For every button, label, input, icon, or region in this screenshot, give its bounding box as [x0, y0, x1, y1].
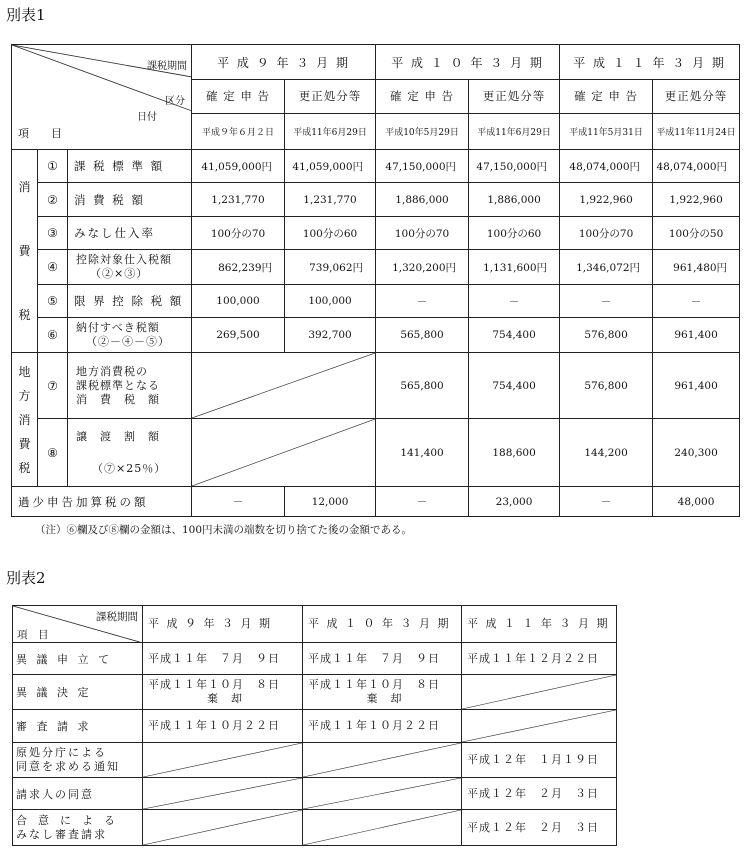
cell-value: 240,300: [653, 419, 740, 487]
subtype: 確 定 申 告: [192, 80, 285, 113]
cell-value: 1,346,072円: [560, 250, 653, 285]
table2-title: 別表2: [6, 569, 46, 587]
subtype: 更正処分等: [285, 80, 376, 113]
cell-value: 1,320,200円: [376, 250, 469, 285]
cell-value: 100分の70: [376, 217, 469, 250]
cell-value: 1,922,960: [653, 183, 740, 217]
group-local-consumption-tax: 地 方 消 費 税: [12, 353, 38, 487]
period-h9: 平 成 ９ 年 ３ 月 期: [143, 606, 303, 643]
cell-value: 48,074,000円: [560, 150, 653, 183]
not-applicable-cell: [143, 778, 303, 810]
kazei-kikan-label: 課税期間: [96, 611, 138, 623]
subtype: 更正処分等: [469, 80, 560, 113]
period-h11: 平 成 １ １ 年 ３ 月 期: [560, 45, 740, 80]
row-number: ⑤: [38, 285, 68, 318]
cell-value: 565,800: [376, 318, 469, 353]
row-label: 納付すべき税額 （②－④－⑤）: [68, 318, 192, 353]
penalty-label: 過少申告加算税の額: [12, 487, 192, 517]
kubun-label: 区分: [165, 96, 186, 107]
cell-value: 141,400: [376, 419, 469, 487]
cell-value: 576,800: [560, 318, 653, 353]
row-label: 審 査 請 求: [13, 710, 143, 743]
cell-value: 平成１１年１０月 ８日 棄 却: [303, 675, 462, 710]
not-applicable-cell: [143, 810, 303, 846]
cell-value: 961,400: [653, 318, 740, 353]
cell-value: 平成１１年１０月２２日: [143, 710, 303, 743]
row-label: 譲 渡 割 額 （⑦×25％）: [68, 419, 192, 487]
cell-value: 1,886,000: [376, 183, 469, 217]
row-label: 限 界 控 除 税 額: [68, 285, 192, 318]
row-number: ⑦: [38, 353, 68, 419]
cell-value: 1,922,960: [560, 183, 653, 217]
cell-value: 平成１２年 １月１９日: [462, 743, 617, 778]
cell-value: 1,131,600円: [469, 250, 560, 285]
cell-value: 1,886,000: [469, 183, 560, 217]
cell-value: 862,239円: [192, 250, 285, 285]
cell-value: 565,800: [376, 353, 469, 419]
row-label: 請求人の同意: [13, 778, 143, 810]
cell-value: 269,500: [192, 318, 285, 353]
row-label: 控除対象仕入税額 （②×③）: [68, 250, 192, 285]
cell-value: 平成１２年 ２月 ３日: [462, 810, 617, 846]
row-label: 異 議 申 立 て: [13, 643, 143, 675]
cell-value: －: [560, 285, 653, 318]
row-number: ②: [38, 183, 68, 217]
group-consumption-tax: 消 費 税: [12, 150, 38, 353]
cell-value: 平成１１年１０月 ８日 棄 却: [143, 675, 303, 710]
subtype: 確 定 申 告: [376, 80, 469, 113]
period-h11: 平 成 １ １ 年 ３ 月 期: [462, 606, 617, 643]
cell-value: 100,000: [285, 285, 376, 318]
cell-value: 576,800: [560, 353, 653, 419]
filing-date: 平成11年11月24日: [653, 113, 740, 149]
cell-value: 100分の60: [285, 217, 376, 250]
row-label: 合 意 に よ る みなし審査請求: [13, 810, 143, 846]
row-label: みなし仕入率: [68, 217, 192, 250]
not-applicable-cell: [192, 353, 376, 419]
cell-value: 41,059,000円: [192, 150, 285, 183]
table1-title: 別表1: [6, 6, 46, 24]
not-applicable-cell: [462, 675, 617, 710]
period-h9: 平 成 ９ 年 ３ 月 期: [192, 45, 376, 80]
cell-value: 1,231,770: [192, 183, 285, 217]
row-number: ①: [38, 150, 68, 183]
cell-value: 1,231,770: [285, 183, 376, 217]
filing-date: 平成11年6月29日: [469, 113, 560, 149]
cell-value: 739,062円: [285, 250, 376, 285]
row-label: 課 税 標 準 額: [68, 150, 192, 183]
filing-date: 平成11年5月31日: [560, 113, 653, 149]
cell-value: 48,074,000円: [653, 150, 740, 183]
koumoku-label: 項 目: [17, 629, 49, 641]
cell-value: －: [192, 487, 285, 517]
not-applicable-cell: [303, 778, 462, 810]
not-applicable-cell: [462, 710, 617, 743]
cell-value: 100分の60: [469, 217, 560, 250]
cell-value: 48,000: [653, 487, 740, 517]
cell-value: －: [653, 285, 740, 318]
cell-value: 100分の70: [192, 217, 285, 250]
subtype: 更正処分等: [653, 80, 740, 113]
not-applicable-cell: [192, 419, 376, 487]
header-corner: [12, 45, 192, 150]
row-number: ④: [38, 250, 68, 285]
subtype: 確 定 申 告: [560, 80, 653, 113]
cell-value: －: [376, 487, 469, 517]
not-applicable-cell: [143, 743, 303, 778]
row-label: 地方消費税の 課税標準となる 消 費 税 額: [68, 353, 192, 419]
filing-date: 平成11年6月29日: [285, 113, 376, 149]
kazei-kikan-label: 課税期間: [147, 61, 188, 72]
cell-value: 144,200: [560, 419, 653, 487]
row-label: 消 費 税 額: [68, 183, 192, 217]
koumoku-label: 項 目: [18, 127, 62, 140]
cell-value: 961,480円: [653, 250, 740, 285]
cell-value: －: [376, 285, 469, 318]
table2: [12, 605, 617, 846]
not-applicable-cell: [303, 810, 462, 846]
row-label: 異 議 決 定: [13, 675, 143, 710]
cell-value: 961,400: [653, 353, 740, 419]
cell-value: 47,150,000円: [376, 150, 469, 183]
filing-date: 平成10年5月29日: [376, 113, 469, 149]
cell-value: 平成１１年１０月２２日: [303, 710, 462, 743]
not-applicable-cell: [303, 743, 462, 778]
cell-value: 754,400: [469, 353, 560, 419]
cell-value: 平成１１年１２月２２日: [462, 643, 617, 675]
cell-value: 12,000: [285, 487, 376, 517]
row-number: ⑥: [38, 318, 68, 353]
table1-note: （注）⑥欄及び⑧欄の金額は、100円未満の端数を切り捨てた後の金額である。: [35, 524, 413, 536]
period-h10: 平 成 １ ０ 年 ３ 月 期: [303, 606, 462, 643]
hizuke-label: 日付: [137, 112, 158, 123]
row-number: ③: [38, 217, 68, 250]
cell-value: 平成１２年 ２月 ３日: [462, 778, 617, 810]
period-h10: 平 成 １ ０ 年 ３ 月 期: [376, 45, 560, 80]
cell-value: 188,600: [469, 419, 560, 487]
cell-value: 23,000: [469, 487, 560, 517]
cell-value: 平成１１年 ７月 ９日: [143, 643, 303, 675]
cell-value: 754,400: [469, 318, 560, 353]
cell-value: 100,000: [192, 285, 285, 318]
cell-value: 平成１１年 ７月 ９日: [303, 643, 462, 675]
cell-value: 41,059,000円: [285, 150, 376, 183]
cell-value: 100分の70: [560, 217, 653, 250]
cell-value: 47,150,000円: [469, 150, 560, 183]
row-label: 原処分庁による 同意を求める通知: [13, 743, 143, 778]
row-number: ⑧: [38, 419, 68, 487]
table1: [11, 44, 740, 517]
cell-value: 392,700: [285, 318, 376, 353]
filing-date: 平成９年６月２日: [192, 113, 285, 149]
cell-value: －: [560, 487, 653, 517]
cell-value: －: [469, 285, 560, 318]
cell-value: 100分の50: [653, 217, 740, 250]
header-corner: [13, 606, 143, 643]
